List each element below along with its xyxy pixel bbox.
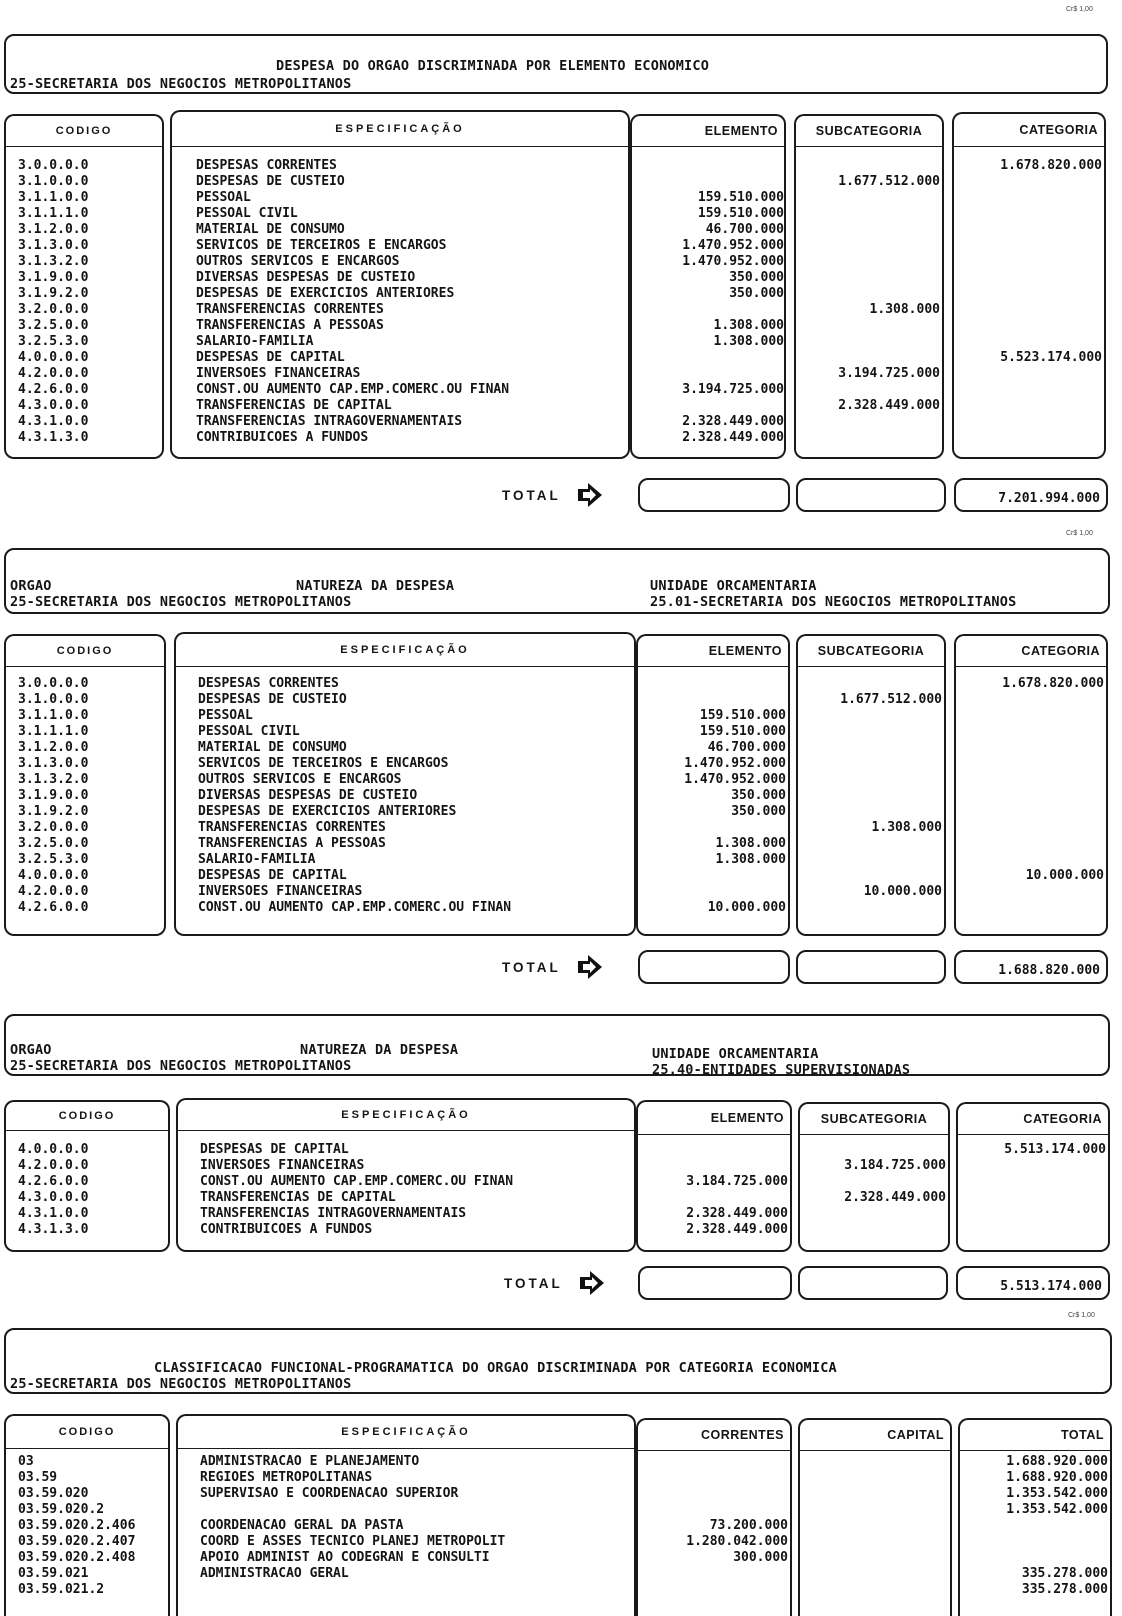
cell-codigo: 4.2.6.0.0 <box>18 382 89 397</box>
cell-elemento: 1.470.952.000 <box>684 772 786 787</box>
col-subcategoria-header: SUBCATEGORIA <box>794 114 944 146</box>
cell-codigo: 3.0.0.0.0 <box>18 158 89 173</box>
cell-codigo: 3.1.2.0.0 <box>18 222 89 237</box>
cell-spec: PESSOAL CIVIL <box>198 724 300 739</box>
section1-title: DESPESA DO ORGAO DISCRIMINADA POR ELEMENTO ECONOMICO <box>276 58 710 74</box>
section2-natureza-label: NATUREZA DA DESPESA <box>296 578 455 594</box>
cell-spec: INVERSOES FINANCEIRAS <box>198 884 363 899</box>
col-capital-header: CAPITAL <box>798 1418 952 1450</box>
section3-header <box>4 1014 1110 1076</box>
col-codigo-header: CODIGO <box>4 634 166 666</box>
cell-spec: PESSOAL CIVIL <box>196 206 298 221</box>
cell-elemento: 2.328.449.000 <box>682 430 784 445</box>
cell-sub: 1.677.512.000 <box>840 692 942 707</box>
cell-spec: PESSOAL <box>198 708 253 723</box>
cell-elemento: 2.328.449.000 <box>682 414 784 429</box>
cell-spec: SALARIO-FAMILIA <box>198 852 316 867</box>
cell-sub: 1.308.000 <box>871 820 942 835</box>
cell-spec: SERVICOS DE TERCEIROS E ENCARGOS <box>196 238 447 253</box>
cell-codigo: 3.1.0.0.0 <box>18 174 89 189</box>
cell-spec: CONST.OU AUMENTO CAP.EMP.COMERC.OU FINAN <box>198 900 512 915</box>
col-codigo-header: CODIGO <box>4 114 164 146</box>
section4-header <box>4 1328 1112 1394</box>
cell-cat: 1.678.820.000 <box>1000 158 1102 173</box>
cell-spec: TRANSFERENCIAS DE CAPITAL <box>196 398 392 413</box>
cell-elemento: 1.470.952.000 <box>684 756 786 771</box>
cell-codigo: 3.1.1.0.0 <box>18 708 89 723</box>
section1-total-value: 7.201.994.000 <box>998 491 1100 506</box>
col-especificacao-header: ESPECIFICAÇÃO <box>176 1098 636 1130</box>
cell-codigo: 4.2.0.0.0 <box>18 884 89 899</box>
section1-total-box-cat <box>954 478 1108 512</box>
cell-elemento: 1.308.000 <box>715 836 786 851</box>
cell-spec: DIVERSAS DESPESAS DE CUSTEIO <box>196 270 416 285</box>
cell-sub: 10.000.000 <box>863 884 942 899</box>
section2-total-box-cat <box>954 950 1108 984</box>
cell-codigo: 3.1.3.0.0 <box>18 756 89 771</box>
cell-spec: COORD E ASSES TECNICO PLANEJ METROPOLIT <box>200 1534 506 1549</box>
cell-spec: OUTROS SERVICOS E ENCARGOS <box>198 772 402 787</box>
cell-total: 335.278.000 <box>1021 1582 1108 1597</box>
cell-total: 1.688.920.000 <box>1006 1454 1108 1469</box>
cell-spec: COORDENACAO GERAL DA PASTA <box>200 1518 404 1533</box>
cell-spec: CONTRIBUICOES A FUNDOS <box>196 430 369 445</box>
cell-codigo: 3.1.3.2.0 <box>18 254 89 269</box>
section2-header <box>4 548 1110 614</box>
cell-codigo: 03.59.020.2.407 <box>18 1534 136 1549</box>
cell-codigo: 3.1.9.0.0 <box>18 788 89 803</box>
cell-spec: DESPESAS DE EXERCICIOS ANTERIORES <box>196 286 455 301</box>
cell-sub: 3.184.725.000 <box>844 1158 946 1173</box>
cell-elemento: 1.308.000 <box>713 318 784 333</box>
cell-codigo: 3.2.5.0.0 <box>18 318 89 333</box>
cell-codigo: 3.1.2.0.0 <box>18 740 89 755</box>
col-categoria-header: CATEGORIA <box>954 634 1108 666</box>
cell-spec: DESPESAS DE CAPITAL <box>200 1142 349 1157</box>
col-subcategoria-header: SUBCATEGORIA <box>796 634 946 666</box>
cell-spec: CONTRIBUICOES A FUNDOS <box>200 1222 373 1237</box>
cell-cat: 10.000.000 <box>1025 868 1104 883</box>
cell-codigo: 4.3.0.0.0 <box>18 398 89 413</box>
col-elemento-header: ELEMENTO <box>630 114 786 146</box>
col-especificacao-header: ESPECIFICAÇÃO <box>174 632 636 666</box>
col-codigo-header: CODIGO <box>4 1100 170 1130</box>
cell-codigo: 4.3.1.0.0 <box>18 1206 89 1221</box>
cell-correntes: 73.200.000 <box>709 1518 788 1533</box>
cell-spec: DIVERSAS DESPESAS DE CUSTEIO <box>198 788 418 803</box>
cell-codigo: 4.2.6.0.0 <box>18 900 89 915</box>
cell-codigo: 3.2.0.0.0 <box>18 820 89 835</box>
cell-codigo: 3.1.1.1.0 <box>18 206 89 221</box>
cell-codigo: 3.1.1.0.0 <box>18 190 89 205</box>
section2-unidade-label: UNIDADE ORCAMENTARIA <box>650 578 817 594</box>
section2-total-value: 1.688.820.000 <box>998 963 1100 978</box>
col-subcategoria-header: SUBCATEGORIA <box>798 1102 950 1134</box>
cell-spec: TRANSFERENCIAS DE CAPITAL <box>200 1190 396 1205</box>
cell-elemento: 3.184.725.000 <box>686 1174 788 1189</box>
cell-elemento: 159.510.000 <box>699 708 786 723</box>
cell-spec: PESSOAL <box>196 190 251 205</box>
cell-elemento: 350.000 <box>729 270 784 285</box>
cell-codigo: 3.1.1.1.0 <box>18 724 89 739</box>
cell-spec: TRANSFERENCIAS CORRENTES <box>198 820 386 835</box>
arrow-right-icon <box>578 1270 606 1296</box>
cell-codigo: 03.59.021.2 <box>18 1582 105 1597</box>
cell-elemento: 350.000 <box>731 804 786 819</box>
cell-total: 335.278.000 <box>1021 1566 1108 1581</box>
cell-spec: INVERSOES FINANCEIRAS <box>200 1158 365 1173</box>
cell-elemento: 350.000 <box>729 286 784 301</box>
cell-elemento: 1.308.000 <box>713 334 784 349</box>
col-elemento-header: ELEMENTO <box>636 1100 792 1134</box>
section2-total-box-elemento <box>638 950 790 984</box>
section1-total-box-elemento <box>638 478 790 512</box>
cell-codigo: 4.3.0.0.0 <box>18 1190 89 1205</box>
cell-codigo: 3.1.9.2.0 <box>18 804 89 819</box>
cell-elemento: 1.308.000 <box>715 852 786 867</box>
cell-codigo: 03 <box>18 1454 34 1469</box>
cell-elemento: 46.700.000 <box>707 740 786 755</box>
cell-codigo: 4.3.1.0.0 <box>18 414 89 429</box>
cell-codigo: 3.2.0.0.0 <box>18 302 89 317</box>
col-codigo-header: CODIGO <box>4 1414 170 1448</box>
section1-total-box-sub <box>796 478 946 512</box>
section4-title: CLASSIFICACAO FUNCIONAL-PROGRAMATICA DO ORGAO DISCRIMINADA POR CATEGORIA ECONOMICA <box>154 1360 837 1376</box>
cell-spec: REGIOES METROPOLITANAS <box>200 1470 373 1485</box>
col-capital-body <box>798 1450 952 1616</box>
cell-spec: DESPESAS CORRENTES <box>198 676 339 691</box>
section2-orgao-value: 25-SECRETARIA DOS NEGOCIOS METROPOLITANOS <box>10 594 352 610</box>
cell-total: 1.688.920.000 <box>1006 1470 1108 1485</box>
cell-codigo: 03.59.020.2.408 <box>18 1550 136 1565</box>
cell-codigo: 03.59.020 <box>18 1486 89 1501</box>
col-categoria-header: CATEGORIA <box>952 112 1106 146</box>
cell-elemento: 10.000.000 <box>707 900 786 915</box>
cell-codigo: 4.3.1.3.0 <box>18 430 89 445</box>
cell-codigo: 4.2.6.0.0 <box>18 1174 89 1189</box>
col-especificacao-header: ESPECIFICAÇÃO <box>176 1414 636 1448</box>
cell-elemento: 350.000 <box>731 788 786 803</box>
cell-spec: DESPESAS DE CAPITAL <box>198 868 347 883</box>
cell-codigo: 03.59.020.2.406 <box>18 1518 136 1533</box>
unit-label-2: Cr$ 1,00 <box>1066 530 1093 537</box>
col-correntes-header: CORRENTES <box>636 1418 792 1450</box>
cell-spec: DESPESAS DE CUSTEIO <box>198 692 347 707</box>
section3-total-box-cat <box>956 1266 1110 1300</box>
cell-spec: SALARIO-FAMILIA <box>196 334 314 349</box>
cell-spec: TRANSFERENCIAS A PESSOAS <box>198 836 386 851</box>
cell-codigo: 3.2.5.3.0 <box>18 852 89 867</box>
cell-codigo: 3.1.0.0.0 <box>18 692 89 707</box>
section3-unidade-label: UNIDADE ORCAMENTARIA <box>652 1046 819 1062</box>
cell-cat: 5.523.174.000 <box>1000 350 1102 365</box>
cell-codigo: 3.1.3.2.0 <box>18 772 89 787</box>
cell-spec: INVERSOES FINANCEIRAS <box>196 366 361 381</box>
cell-spec: TRANSFERENCIAS INTRAGOVERNAMENTAIS <box>200 1206 467 1221</box>
section1-subtitle: 25-SECRETARIA DOS NEGOCIOS METROPOLITANOS <box>10 76 352 92</box>
cell-correntes: 300.000 <box>733 1550 788 1565</box>
cell-codigo: 3.2.5.3.0 <box>18 334 89 349</box>
cell-spec: ADMINISTRACAO GERAL <box>200 1566 349 1581</box>
cell-elemento: 159.510.000 <box>697 190 784 205</box>
cell-codigo: 4.0.0.0.0 <box>18 350 89 365</box>
cell-codigo: 3.2.5.0.0 <box>18 836 89 851</box>
cell-sub: 3.194.725.000 <box>838 366 940 381</box>
cell-elemento: 2.328.449.000 <box>686 1206 788 1221</box>
cell-codigo: 4.2.0.0.0 <box>18 366 89 381</box>
cell-elemento: 2.328.449.000 <box>686 1222 788 1237</box>
cell-codigo: 4.0.0.0.0 <box>18 1142 89 1157</box>
cell-cat: 5.513.174.000 <box>1004 1142 1106 1157</box>
cell-spec: DESPESAS CORRENTES <box>196 158 337 173</box>
cell-codigo: 03.59.020.2 <box>18 1502 105 1517</box>
section1-header <box>4 34 1108 94</box>
cell-elemento: 3.194.725.000 <box>682 382 784 397</box>
cell-elemento: 159.510.000 <box>699 724 786 739</box>
cell-correntes: 1.280.042.000 <box>686 1534 788 1549</box>
cell-sub: 1.308.000 <box>869 302 940 317</box>
section3-orgao-label: ORGAO <box>10 1042 52 1058</box>
cell-codigo: 03.59 <box>18 1470 58 1485</box>
cell-spec: ADMINISTRACAO E PLANEJAMENTO <box>200 1454 420 1469</box>
arrow-right-icon <box>576 954 604 980</box>
cell-spec: OUTROS SERVICOS E ENCARGOS <box>196 254 400 269</box>
section3-total-box-elemento <box>638 1266 792 1300</box>
cell-elemento: 1.470.952.000 <box>682 254 784 269</box>
cell-spec: MATERIAL DE CONSUMO <box>198 740 347 755</box>
section3-total-value: 5.513.174.000 <box>1000 1279 1102 1294</box>
cell-spec: TRANSFERENCIAS INTRAGOVERNAMENTAIS <box>196 414 463 429</box>
cell-codigo: 03.59.021 <box>18 1566 89 1581</box>
cell-elemento: 46.700.000 <box>705 222 784 237</box>
cell-cat: 1.678.820.000 <box>1002 676 1104 691</box>
cell-sub: 2.328.449.000 <box>838 398 940 413</box>
cell-codigo: 3.1.9.0.0 <box>18 270 89 285</box>
cell-spec: TRANSFERENCIAS A PESSOAS <box>196 318 384 333</box>
cell-codigo: 3.0.0.0.0 <box>18 676 89 691</box>
cell-total: 1.353.542.000 <box>1006 1502 1108 1517</box>
section2-orgao-label: ORGAO <box>10 578 52 594</box>
cell-total: 1.353.542.000 <box>1006 1486 1108 1501</box>
section3-total-box-sub <box>798 1266 948 1300</box>
cell-spec: SUPERVISAO E COORDENACAO SUPERIOR <box>200 1486 459 1501</box>
unit-label: Cr$ 1,00 <box>1066 6 1093 13</box>
cell-codigo: 4.2.0.0.0 <box>18 1158 89 1173</box>
cell-spec: MATERIAL DE CONSUMO <box>196 222 345 237</box>
cell-codigo: 3.1.3.0.0 <box>18 238 89 253</box>
cell-codigo: 3.1.9.2.0 <box>18 286 89 301</box>
cell-spec: CONST.OU AUMENTO CAP.EMP.COMERC.OU FINAN <box>200 1174 514 1189</box>
cell-codigo: 4.3.1.3.0 <box>18 1222 89 1237</box>
col-total-header: TOTAL <box>958 1418 1112 1450</box>
arrow-right-icon <box>576 482 604 508</box>
section3-total-label: TOTAL <box>504 1276 563 1291</box>
col-categoria-header: CATEGORIA <box>956 1102 1110 1134</box>
section2-unidade-value: 25.01-SECRETARIA DOS NEGOCIOS METROPOLITANOS <box>650 594 1017 610</box>
cell-codigo: 4.0.0.0.0 <box>18 868 89 883</box>
cell-sub: 1.677.512.000 <box>838 174 940 189</box>
cell-spec: DESPESAS DE EXERCICIOS ANTERIORES <box>198 804 457 819</box>
section1-total-label: TOTAL <box>502 488 561 503</box>
cell-sub: 2.328.449.000 <box>844 1190 946 1205</box>
section2-total-box-sub <box>796 950 946 984</box>
section2-total-label: TOTAL <box>502 960 561 975</box>
section3-unidade-value: 25.40-ENTIDADES SUPERVISIONADAS <box>652 1062 911 1078</box>
col-categoria-body <box>954 666 1108 936</box>
col-especificacao-header: ESPECIFICAÇÃO <box>170 110 630 146</box>
cell-spec: SERVICOS DE TERCEIROS E ENCARGOS <box>198 756 449 771</box>
unit-label-3: Cr$ 1,00 <box>1068 1312 1095 1319</box>
section3-natureza-label: NATUREZA DA DESPESA <box>300 1042 459 1058</box>
cell-spec: CONST.OU AUMENTO CAP.EMP.COMERC.OU FINAN <box>196 382 510 397</box>
cell-spec: TRANSFERENCIAS CORRENTES <box>196 302 384 317</box>
cell-spec: APOIO ADMINIST AO CODEGRAN E CONSULTI <box>200 1550 490 1565</box>
section3-orgao-value: 25-SECRETARIA DOS NEGOCIOS METROPOLITANOS <box>10 1058 352 1074</box>
col-categoria-body <box>952 146 1106 459</box>
col-elemento-header: ELEMENTO <box>636 634 790 666</box>
cell-spec: DESPESAS DE CAPITAL <box>196 350 345 365</box>
cell-elemento: 159.510.000 <box>697 206 784 221</box>
cell-elemento: 1.470.952.000 <box>682 238 784 253</box>
cell-spec: DESPESAS DE CUSTEIO <box>196 174 345 189</box>
section4-subtitle: 25-SECRETARIA DOS NEGOCIOS METROPOLITANOS <box>10 1376 352 1392</box>
